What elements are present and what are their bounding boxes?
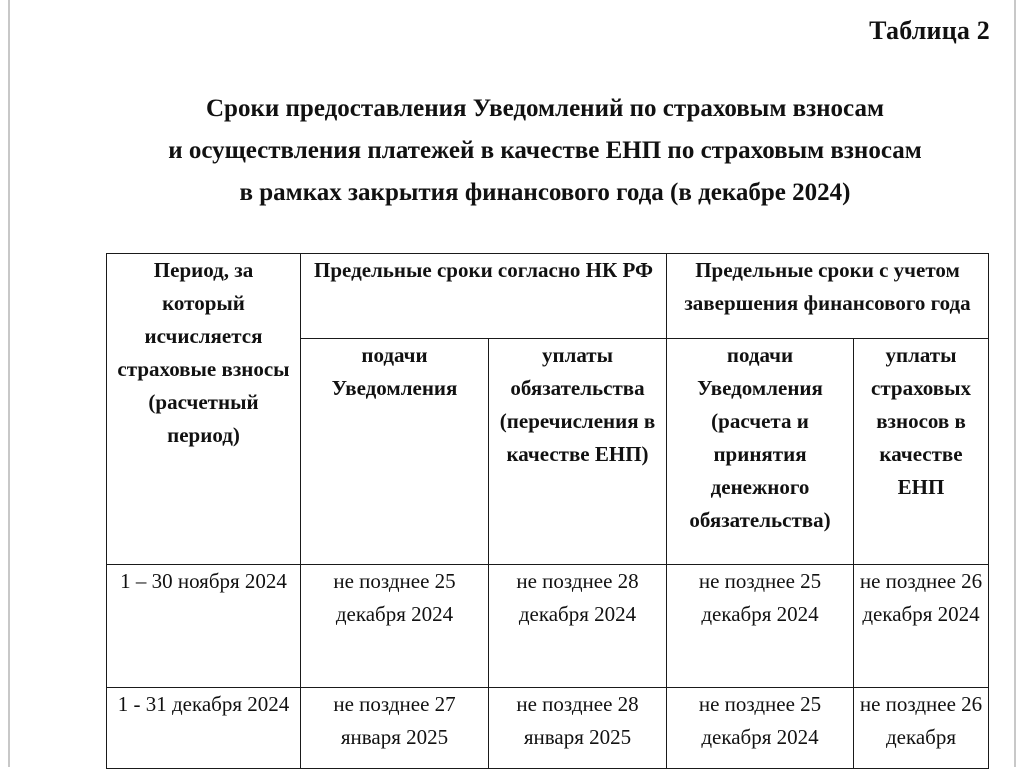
cell-deadline: не позднее 25 декабря 2024 xyxy=(667,565,854,688)
cell-deadline: не позднее 28 декабря 2024 xyxy=(489,565,667,688)
table-row xyxy=(107,565,989,688)
deadlines-table xyxy=(106,253,989,769)
header-group-fin: Предельные сроки с учетом завершения финансового года xyxy=(667,254,989,339)
cell-period: 1 – 30 ноября 2024 xyxy=(107,565,301,688)
header-sub-notice-fin: подачи Уведомления (расчета и принятия денежного обязательства) xyxy=(667,339,854,565)
title-line: в рамках закрытия финансового года (в декабре 2024) xyxy=(239,179,851,206)
cell-period: 1 - 31 декабря 2024 xyxy=(107,688,301,769)
header-sub-payment-nk: уплаты обязательства (перечисления в качестве ЕНП) xyxy=(489,339,667,565)
page-frame-left xyxy=(8,0,10,767)
table-label: Таблица 2 xyxy=(869,16,990,45)
header-sub-notice-nk: подачи Уведомления xyxy=(301,339,489,565)
header-sub-payment-fin: уплаты страховых взносов в качестве ЕНП xyxy=(854,339,989,565)
cell-deadline: не позднее 28 января 2025 xyxy=(489,688,667,769)
cell-deadline: не позднее 25 декабря 2024 xyxy=(301,565,489,688)
title-line: Сроки предоставления Уведомлений по страховым взносам xyxy=(206,95,884,122)
document-title xyxy=(120,88,970,214)
title-line: и осуществления платежей в качестве ЕНП по страховым взносам xyxy=(168,137,922,164)
cell-deadline: не позднее 27 января 2025 xyxy=(301,688,489,769)
header-period: Период, за который исчисляется страховые взносы (расчетный период) xyxy=(107,254,301,565)
cell-deadline: не позднее 25 декабря 2024 xyxy=(667,688,854,769)
cell-deadline: не позднее 26 декабря xyxy=(854,688,989,769)
page-frame-right xyxy=(1014,0,1016,767)
header-group-nk: Предельные сроки согласно НК РФ xyxy=(301,254,667,339)
table-row xyxy=(107,688,989,769)
table-header-row xyxy=(107,254,989,339)
cell-deadline: не позднее 26 декабря 2024 xyxy=(854,565,989,688)
